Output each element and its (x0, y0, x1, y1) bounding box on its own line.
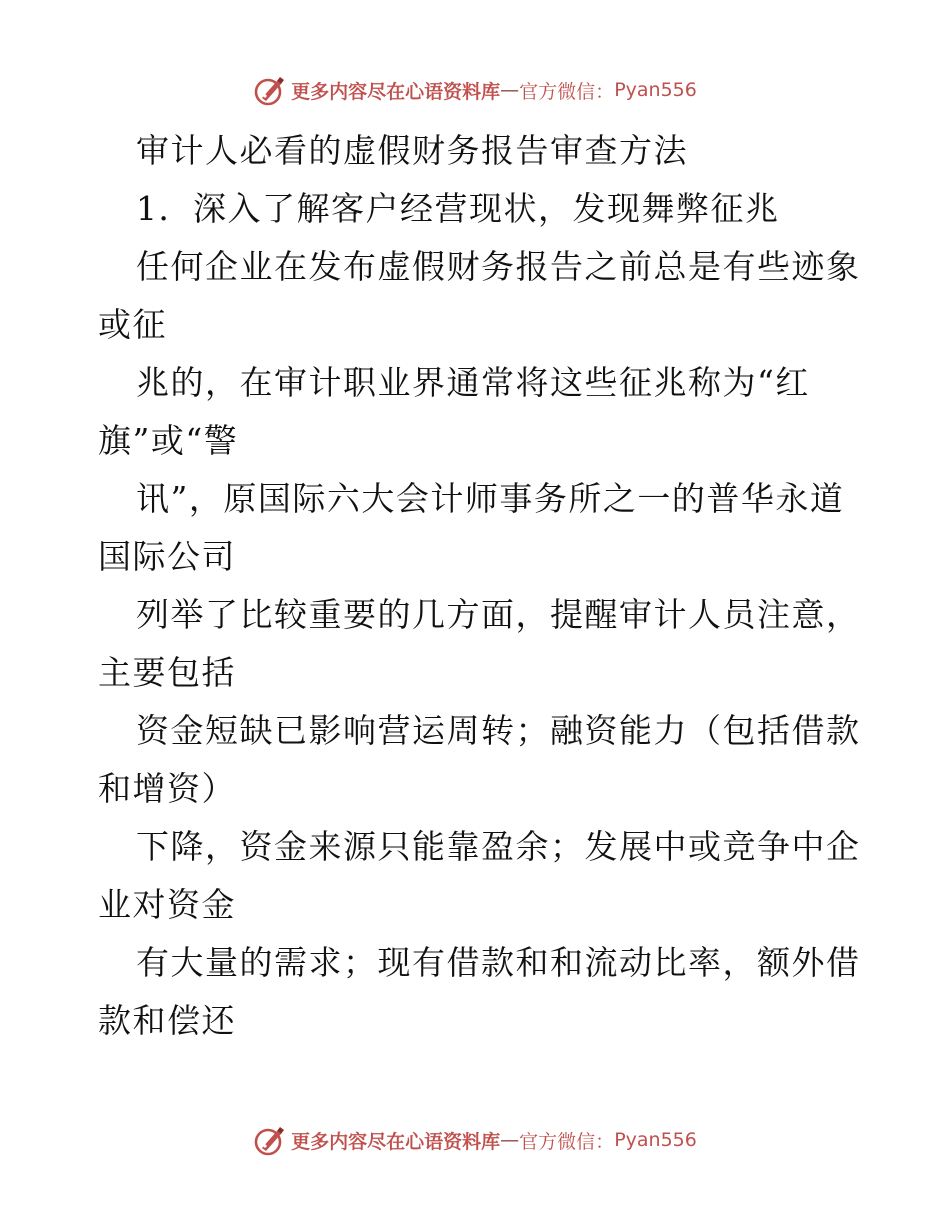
paragraph-line: 和增资） (98, 769, 236, 808)
pen-logo-icon (253, 1123, 287, 1157)
document-title: 审计人必看的虚假财务报告审查方法 (136, 131, 688, 170)
paragraph-line: 讯”，原国际六大会计师事务所之一的普华永道 (136, 479, 845, 518)
footer-watermark (0, 1120, 950, 1160)
paragraph-line: 兆的，在审计职业界通常将这些征兆称为“红 (136, 363, 810, 402)
watermark-separator: — (500, 79, 520, 101)
paragraph-line: 列举了比较重要的几方面，提醒审计人员注意， (136, 595, 861, 634)
paragraph-line: 下降，资金来源只能靠盈余；发展中或竞争中企 (136, 827, 861, 866)
paragraph-line: 国际公司 (98, 537, 236, 576)
watermark-separator: — (500, 1129, 520, 1151)
paragraph-line: 业对资金 (98, 885, 236, 924)
document-body (98, 122, 861, 1050)
watermark-brand: 更多内容尽在心语资料库 (291, 80, 501, 103)
watermark-handle: Pyan556 (614, 79, 697, 101)
paragraph-line: 有大量的需求；现有借款和和流动比率，额外借 (136, 943, 861, 982)
paragraph-line: 资金短缺已影响营运周转；融资能力（包括借款 (136, 711, 861, 750)
pen-logo-icon (253, 73, 287, 107)
paragraph-line: 款和偿还 (98, 1001, 236, 1040)
watermark-wechat-label: 官方微信： (519, 80, 615, 103)
section-heading: 1．深入了解客户经营现状，发现舞弊征兆 (136, 189, 780, 228)
watermark-handle: Pyan556 (614, 1129, 697, 1151)
watermark-wechat-label: 官方微信： (519, 1130, 615, 1153)
watermark-brand: 更多内容尽在心语资料库 (291, 1130, 501, 1153)
header-watermark (0, 70, 950, 110)
paragraph-line: 或征 (98, 305, 167, 344)
paragraph-line: 任何企业在发布虚假财务报告之前总是有些迹象 (136, 247, 861, 286)
paragraph-line: 主要包括 (98, 653, 236, 692)
paragraph-line: 旗”或“警 (98, 421, 239, 460)
